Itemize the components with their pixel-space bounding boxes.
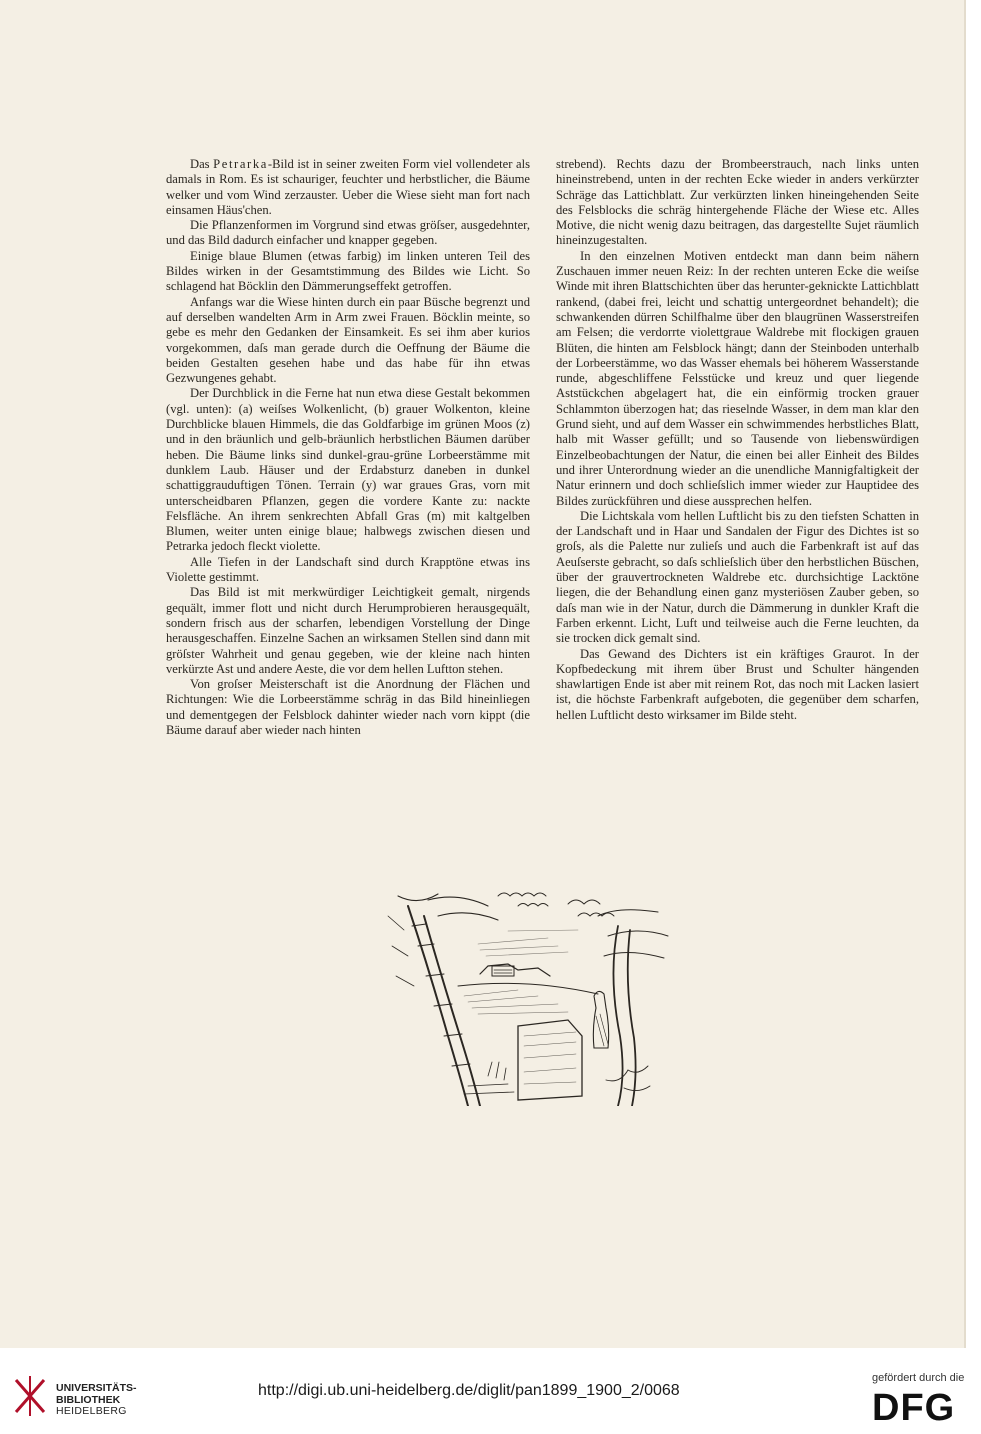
- library-line-3: HEIDELBERG: [56, 1405, 127, 1417]
- landscape-sketch-illustration: [368, 886, 680, 1106]
- paragraph: Anfangs war die Wiese hinten durch ein paar Büsche begrenzt und auf derselben wandelten Arm in Arm zwei Frauen. Böcklin meinte, so gebe es mehr den Gedanken der Einsamkeit. Es sei ihm aber kurios vorgekommen, daſs man gerade durch die Oeffnung der Bäume die beiden Gestalten gesehen habe und das habe für ihn etwas Gezwungenes gehabt.: [166, 294, 530, 386]
- paragraph: Die Pflanzenformen im Vorgrund sind etwas gröſser, ausgedehnter, und das Bild dadurch einfacher und knapper gegeben.: [166, 218, 530, 248]
- paragraph: strebend). Rechts dazu der Brombeerstrauch, nach links unten hineinstrebend, unten in der rechten Ecke wieder in anders verkürzter Schräge das Lattichblatt. Zur verkürzten linken hineingehenden Seite des Felsblocks die schräg hintergehende Fläche der Wiese etc. Alles Motive, die nicht wenig dazu beitragen, das dargestellte Sujet räumlich hineinzugestalten.: [556, 157, 919, 248]
- paragraph: Einige blaue Blumen (etwas farbig) im linken unteren Teil des Bildes wirken in der Gesamtstimmung des Bildes wie Licht. So schlagend hat Böcklin den Dämmerungseffekt getroffen.: [166, 248, 530, 294]
- page-url-link[interactable]: http://digi.ub.uni-heidelberg.de/diglit/pan1899_1900_2/0068: [258, 1382, 680, 1399]
- paragraph: Das Gewand des Dichters ist ein kräftiges Graurot. In der Kopfbedeckung mit ihrem über Brust und Schulter hängenden shawlartigen Ende ist aber mit reinem Rot, das noch mit Lacken lasiert ist, die höchste Farbenkraft aufgeboten, die gegenüber dem scharfen, hellen Luftlicht desto wirksamer im Bilde steht.: [556, 646, 919, 722]
- text-column-right: [556, 157, 919, 723]
- paragraph: Der Durchblick in die Ferne hat nun etwa diese Gestalt bekommen (vgl. unten): (a) weiſses Wolkenlicht, (b) grauer Wolkenton, kleine Durchblicke blauen Himmels, die das Goldfarbige im grünen Moos (z) und in den bräunlich und gelb-bräunlich herbstlichen Bäumen darüber heben. Die Bäume links sind dunkel-grau-grüne Lorbeerstämme mit dunklem Laub. Häuser und der Erdabsturz daneben in dunkel schattiggrauduftigen Tönen. Terrain (y) war graues Gras, vorn mit unterscheidbaren Pflanzen, gegen die vordere Kante zu: nackte Felsfläche. An ihrem senkrechten Abfall Gras (m) mit kaltgelben Blumen, weiter unten einige blaue; halbwegs zwischen diesen und Petrarka jedoch fleckt violette.: [166, 386, 530, 554]
- text-column-left: [166, 157, 530, 738]
- paragraph: In den einzelnen Motiven entdeckt man dann beim nähern Zuschauen immer neuen Reiz: In der rechten unteren Ecke die weiſse Winde mit ihren Blattschichten über das herunter-geknickte Lattichblatt rankend, (dabei frei, leicht und schattig untergeordnet behandelt); die schwankenden dürren Schilfhalme über den blaugrünen Wasserstreifen am Felsen; die verdorrte violettgraue Waldrebe mit flockigen grauen Blüten, die hinten am Felsblock hängt; dann der Steinboden unterhalb der Lorbeerstämme, wo das Wasser ehemals bei höherem Wasserstande runde, abgeschliffene Felsstücke und kreuz und quer liegende Aststückchen abgelagert hat, die ein einförmig trocken grauer Schlammton überzogen hat; das rieselnde Wasser, in dem man klar den Grund sieht, und auf dem Wasser ein schwimmendes herbstliches Blatt, halb mit Wasser gefüllt; und so Tausende von liebenswürdigen Einzelbeobachtungen der Natur, die einen bei aller Einheit des Bildes und ihrer Unterordnung wieder an die unendliche Mannigfaltigkeit der Natur erinnern und doch schlieſslich immer wieder zur Hauptidee des Bildes zurückführen und diese aussprechen helfen.: [556, 248, 919, 508]
- paragraph: Alle Tiefen in der Landschaft sind durch Krapptöne etwas ins Violette gestimmt.: [166, 554, 530, 585]
- paragraph: Das Bild ist mit merkwürdiger Leichtigkeit gemalt, nirgends gequält, immer flott und nicht durch Herumprobieren herausgequält, sondern frisch aus der scharfen, lebendigen Vorstellung der Dinge herausgeschaffen. Einzelne Sachen an wirksamen Stellen sind dann mit gröſster Wahrheit und genau gegeben, wie der kleine nach hinten verkürzte Ast und andere Aeste, die vor dem hellen Luftton stehen.: [166, 585, 530, 676]
- paragraph: Die Lichtskala vom hellen Luftlicht bis zu den tiefsten Schatten in der Landschaft und in Haar und Sandalen der Figur des Dichtes ist so groſs, als die Palette nur zulieſs und auch die Farbenkraft ist auf das Aeuſserste gebracht, so daſs schlieſslich über den herbstlichen Büschen, über der grauvertrockneten Waldrebe etc. durchsichtige Lacktöne liegen, die der Behandlung einen ganz mysteriösen Zauber geben, so daſs man wie in der Natur, durch die Dämmerung in dunkler Kraft die Farben erkennt. Licht, Luft und teilweise auch die Ferne leuchten, da sie trocken dick gemalt sind.: [556, 508, 919, 646]
- sponsor-caption: gefördert durch die: [872, 1372, 965, 1384]
- paragraph: Das Petrarka-Bild ist in seiner zweiten Form viel vollendeter als damals in Rom. Es ist schauriger, feuchter und herbstlicher, die Bäume welker und vom Wind zerzauster. Ueber die Wiese sieht man fort nach einsamen Häus'chen.: [166, 157, 531, 217]
- university-library-logo-icon: [10, 1374, 50, 1418]
- paragraph: Von groſser Meisterschaft ist die Anordnung der Flächen und Richtungen: Wie die Lorbeerstämme schräg in das Bild hineinliegen und dementgegen der Felsblock dahinter wieder nach vorn kippt (die Bäume darauf aber wieder nach hinten: [166, 677, 530, 737]
- library-line-1: UNIVERSITÄTS-: [56, 1382, 137, 1394]
- library-line-2: BIBLIOTHEK: [56, 1393, 121, 1406]
- library-name: [56, 1383, 137, 1418]
- dfg-logo: DFG: [872, 1387, 956, 1429]
- title-petrarka: Petrarka: [213, 157, 268, 171]
